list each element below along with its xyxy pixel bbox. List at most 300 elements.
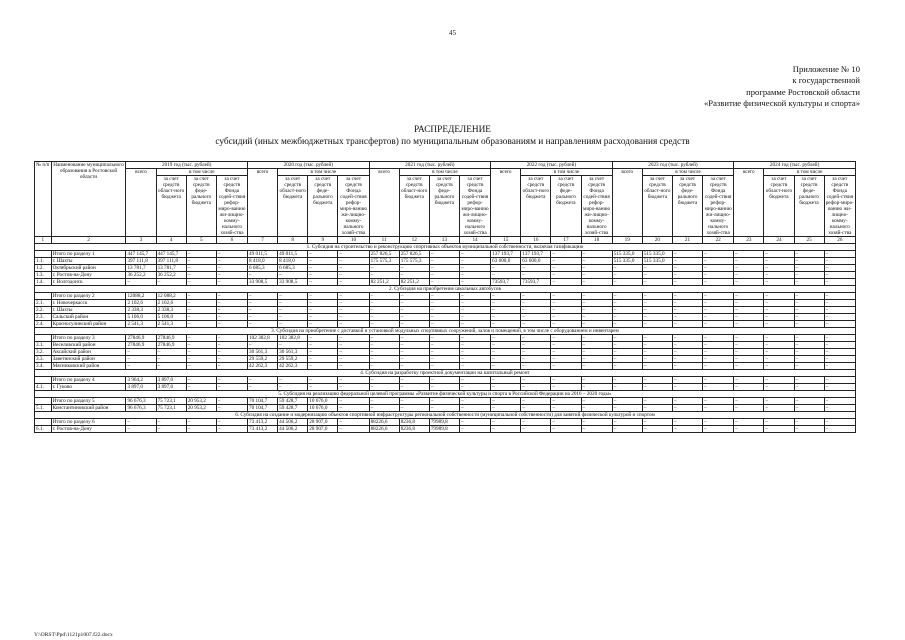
row-value: – — [338, 251, 369, 258]
row-value: 2 102,6 — [156, 300, 186, 307]
row-value: – — [551, 426, 581, 433]
col-number: 4 — [156, 237, 186, 244]
row-value: – — [278, 314, 308, 321]
row-value: – — [794, 377, 824, 384]
row-value: – — [551, 335, 581, 342]
row-value: – — [186, 251, 216, 258]
row-value: – — [672, 405, 702, 412]
row-value: – — [612, 265, 642, 272]
row-value: 28 907,0 — [308, 426, 338, 433]
row-value: – — [581, 265, 612, 272]
row-value: 8236,8 — [399, 426, 429, 433]
row-number: 2.4. — [35, 321, 52, 328]
row-value: – — [216, 265, 247, 272]
row-value: – — [521, 300, 551, 307]
col-header-obl: за счет средств област-ного бюджета — [156, 176, 186, 237]
row-value: – — [581, 314, 612, 321]
row-value: – — [369, 384, 399, 391]
row-value: – — [399, 349, 429, 356]
row-value: – — [399, 307, 429, 314]
col-number: 1 — [35, 237, 52, 244]
row-value: – — [734, 426, 764, 433]
row-value: – — [612, 279, 642, 286]
row-value: – — [248, 384, 278, 391]
page-number: 45 — [449, 29, 456, 37]
row-value: – — [734, 405, 764, 412]
row-value: – — [459, 335, 490, 342]
row-value: 515 335,0 — [642, 258, 672, 265]
row-value: – — [338, 293, 369, 300]
row-value: – — [521, 384, 551, 391]
row-value: – — [369, 335, 399, 342]
row-value: – — [581, 363, 612, 370]
subsidy-table — [34, 161, 856, 433]
row-value: – — [581, 419, 612, 426]
row-value: – — [642, 342, 672, 349]
row-value: – — [186, 321, 216, 328]
row-value: – — [764, 405, 794, 412]
row-value: – — [551, 349, 581, 356]
row-value: – — [521, 272, 551, 279]
row-value: – — [551, 398, 581, 405]
row-value: – — [459, 265, 490, 272]
col-header-obl: за счет средств област-ного бюджета — [521, 176, 551, 237]
row-value: – — [703, 349, 734, 356]
row-value: – — [338, 349, 369, 356]
row-value: – — [338, 377, 369, 384]
table-row — [35, 384, 856, 391]
row-value: – — [369, 314, 399, 321]
row-value: – — [642, 363, 672, 370]
row-value: – — [551, 363, 581, 370]
row-value: 3 897,0 — [156, 384, 186, 391]
row-value: – — [764, 279, 794, 286]
col-header-fund: за счет средств Фонда содей-ствия рефор-миро-ванию жи-лищно-комму-нального хозяй-ства — [216, 176, 247, 237]
row-name: г. Шахты — [51, 258, 126, 265]
col-header-fund: за счет средств Фонда содей-ствия рефор-миро-ванию жи-лищно-комму-нального хозяй-ства — [459, 176, 490, 237]
row-value: – — [216, 279, 247, 286]
row-value: – — [581, 279, 612, 286]
row-number: 2.2. — [35, 307, 52, 314]
row-value: – — [581, 258, 612, 265]
row-value: – — [491, 265, 521, 272]
row-value: – — [399, 398, 429, 405]
row-value: 515 335,0 — [612, 251, 642, 258]
row-value: – — [581, 405, 612, 412]
row-value: 397 111,8 — [126, 258, 156, 265]
row-value: 33 908,5 — [248, 279, 278, 286]
row-value: – — [521, 342, 551, 349]
row-value: – — [156, 426, 186, 433]
row-value: – — [248, 377, 278, 384]
row-value: – — [642, 279, 672, 286]
row-value: – — [642, 384, 672, 391]
row-value: 6 685,3 — [278, 265, 308, 272]
row-value: – — [794, 398, 824, 405]
row-value: 257 826,5 — [369, 251, 399, 258]
row-number — [35, 419, 52, 426]
row-value: – — [612, 335, 642, 342]
col-number: 12 — [399, 237, 429, 244]
year-header: 2022 год (тыс. рублей) — [491, 162, 613, 169]
row-value: 75 723,1 — [156, 398, 186, 405]
row-value: – — [794, 293, 824, 300]
row-value: – — [491, 321, 521, 328]
row-value: 12 088,2 — [156, 293, 186, 300]
row-value: – — [642, 405, 672, 412]
col-header-incl: в том числе — [399, 169, 490, 176]
row-value: – — [429, 272, 459, 279]
section-row — [35, 370, 856, 377]
row-value: – — [186, 314, 216, 321]
row-value: – — [399, 321, 429, 328]
row-value: 2 541,3 — [156, 321, 186, 328]
row-value: 42 262,3 — [278, 363, 308, 370]
row-value: – — [824, 398, 855, 405]
row-value: – — [248, 342, 278, 349]
row-value: – — [186, 384, 216, 391]
row-value: 28 907,0 — [308, 419, 338, 426]
row-value: – — [399, 272, 429, 279]
col-header-fund: за счет средств Фонда содей-ствия рефор-миро-ванию жи-лищно-комму-нального хозяй-ства — [338, 176, 369, 237]
row-value: 33 908,5 — [278, 279, 308, 286]
row-value: – — [429, 363, 459, 370]
row-value: 447 145,7 — [126, 251, 156, 258]
row-name: Аксайский район — [51, 349, 126, 356]
row-value: 59 428,7 — [278, 398, 308, 405]
section-title: 3. Субсидия на приобретение с доставкой и установкой модульных спортивных сооружений, залов и помещений, в том числе с оборудованием и инвентарем — [35, 328, 856, 335]
row-value: 10 676,0 — [308, 398, 338, 405]
row-value: – — [126, 279, 156, 286]
row-value: – — [369, 307, 399, 314]
row-value: – — [308, 377, 338, 384]
row-value: – — [703, 377, 734, 384]
row-name: Итого по разделу 6 — [51, 419, 126, 426]
row-value: – — [521, 321, 551, 328]
row-name: Итого по разделу 5 — [51, 398, 126, 405]
table-row — [35, 377, 856, 384]
row-value: 70 104,7 — [248, 398, 278, 405]
row-value: – — [824, 258, 855, 265]
row-value: – — [521, 419, 551, 426]
row-value: 29 559,2 — [278, 356, 308, 363]
row-value: 88226,6 — [369, 426, 399, 433]
row-value: – — [429, 356, 459, 363]
row-value: – — [459, 307, 490, 314]
row-value: – — [338, 405, 369, 412]
row-value: – — [186, 426, 216, 433]
row-value: – — [703, 251, 734, 258]
col-header-incl: в том числе — [764, 169, 856, 176]
col-number: 7 — [248, 237, 278, 244]
row-value: – — [824, 314, 855, 321]
row-value: – — [794, 384, 824, 391]
row-value: – — [521, 293, 551, 300]
row-value: – — [338, 258, 369, 265]
table-row — [35, 272, 856, 279]
row-value: – — [156, 356, 186, 363]
row-value: – — [308, 349, 338, 356]
row-value: 73593,7 — [521, 279, 551, 286]
row-value: 3 897,0 — [156, 377, 186, 384]
row-value: 88226,6 — [369, 419, 399, 426]
row-value: – — [308, 258, 338, 265]
row-value: – — [581, 349, 612, 356]
row-value: – — [338, 426, 369, 433]
row-value: – — [491, 426, 521, 433]
row-value: – — [126, 363, 156, 370]
row-value: 73 413,2 — [248, 419, 278, 426]
row-value: – — [612, 426, 642, 433]
row-value: 30 561,3 — [248, 349, 278, 356]
row-value: – — [308, 265, 338, 272]
year-header: 2020 год (тыс. рублей) — [248, 162, 370, 169]
row-value: – — [642, 321, 672, 328]
row-value: – — [764, 377, 794, 384]
row-value: – — [764, 314, 794, 321]
row-value: – — [459, 293, 490, 300]
row-value: – — [216, 363, 247, 370]
row-value: – — [186, 265, 216, 272]
row-value: – — [459, 321, 490, 328]
row-value: – — [126, 349, 156, 356]
row-value: – — [824, 384, 855, 391]
row-value: – — [399, 265, 429, 272]
row-value: – — [642, 335, 672, 342]
row-value: – — [672, 342, 702, 349]
col-number: 17 — [551, 237, 581, 244]
row-number: 3.1. — [35, 342, 52, 349]
section-row — [35, 412, 856, 419]
row-value: – — [491, 356, 521, 363]
col-header-no: № п/п — [35, 162, 52, 237]
table-row — [35, 314, 856, 321]
year-header: 2023 год (тыс. рублей) — [612, 162, 734, 169]
section-title: 4. Субсидия на разработку проектной документации на капитальный ремонт — [35, 370, 856, 377]
row-value: – — [703, 384, 734, 391]
row-value: – — [278, 342, 308, 349]
row-value: – — [672, 335, 702, 342]
row-value: – — [703, 307, 734, 314]
row-value: 175 575,3 — [399, 258, 429, 265]
col-header-total: всего — [126, 169, 156, 237]
row-value: – — [703, 342, 734, 349]
row-value: – — [672, 251, 702, 258]
row-value: – — [156, 419, 186, 426]
row-value: – — [491, 349, 521, 356]
row-value: – — [612, 363, 642, 370]
row-value: 447 145,7 — [156, 251, 186, 258]
row-value: – — [126, 356, 156, 363]
col-header-name: Наименование муниципального образования в Ростовской области — [51, 162, 126, 237]
row-value: – — [156, 349, 186, 356]
row-value: – — [551, 300, 581, 307]
row-value: – — [672, 307, 702, 314]
row-value: – — [186, 349, 216, 356]
row-value: – — [672, 258, 702, 265]
row-value: – — [308, 335, 338, 342]
row-value: – — [734, 293, 764, 300]
row-value: – — [216, 307, 247, 314]
row-value: – — [824, 293, 855, 300]
row-value: – — [399, 384, 429, 391]
row-value: – — [612, 384, 642, 391]
row-value: 5 106,0 — [156, 314, 186, 321]
col-number: 16 — [521, 237, 551, 244]
col-number: 5 — [186, 237, 216, 244]
row-value: – — [551, 419, 581, 426]
row-value: – — [459, 384, 490, 391]
col-header-fed: за счет средств феде-рального бюджета — [672, 176, 702, 237]
col-header-obl: за счет средств област-ного бюджета — [278, 176, 308, 237]
row-value: – — [581, 293, 612, 300]
row-value: – — [612, 349, 642, 356]
row-value: – — [764, 349, 794, 356]
table-row — [35, 342, 856, 349]
row-value: – — [703, 265, 734, 272]
row-value: – — [216, 335, 247, 342]
row-value: – — [794, 272, 824, 279]
row-value: – — [672, 321, 702, 328]
row-value: – — [491, 293, 521, 300]
col-header-fed: за счет средств феде-рального бюджета — [551, 176, 581, 237]
row-value: – — [642, 314, 672, 321]
row-value: – — [459, 258, 490, 265]
row-value: – — [216, 342, 247, 349]
row-value: – — [186, 258, 216, 265]
section-row — [35, 286, 856, 293]
row-value: – — [551, 405, 581, 412]
row-value: – — [338, 419, 369, 426]
row-value: 515 335,0 — [642, 251, 672, 258]
row-value: 27846,9 — [156, 342, 186, 349]
row-value: 20 953,2 — [186, 398, 216, 405]
row-value: – — [216, 293, 247, 300]
row-value: – — [186, 272, 216, 279]
row-value: – — [186, 279, 216, 286]
row-value: – — [338, 314, 369, 321]
col-header-fund: за счет средств Фонда содей-ствия рефор-миро-ванию жи-лищно-комму-нального хозяй-ства — [703, 176, 734, 237]
row-value: – — [612, 356, 642, 363]
row-value: – — [612, 272, 642, 279]
row-value: 27846,9 — [126, 335, 156, 342]
row-value: – — [551, 251, 581, 258]
row-value: – — [248, 314, 278, 321]
row-value: – — [734, 335, 764, 342]
row-value: – — [612, 405, 642, 412]
table-row — [35, 426, 856, 433]
row-name: Октябрьский район — [51, 265, 126, 272]
row-value: 2 541,3 — [126, 321, 156, 328]
row-value: – — [429, 335, 459, 342]
row-value: – — [459, 426, 490, 433]
row-value: 2 338,3 — [126, 307, 156, 314]
col-header-obl: за счет средств област-ного бюджета — [399, 176, 429, 237]
col-number: 14 — [459, 237, 490, 244]
row-value: – — [764, 251, 794, 258]
col-number: 3 — [126, 237, 156, 244]
row-value: 75 723,1 — [156, 405, 186, 412]
row-value: – — [764, 272, 794, 279]
year-header: 2024 год (тыс. рублей) — [734, 162, 856, 169]
row-value: – — [459, 314, 490, 321]
row-value: – — [369, 265, 399, 272]
row-value: – — [642, 356, 672, 363]
row-value: – — [399, 356, 429, 363]
row-value: 20 953,2 — [186, 405, 216, 412]
row-value: – — [521, 349, 551, 356]
row-value: – — [703, 335, 734, 342]
row-value: 44 506,2 — [278, 419, 308, 426]
row-name: г. Шахты — [51, 307, 126, 314]
row-value: – — [308, 300, 338, 307]
col-number: 15 — [491, 237, 521, 244]
row-value: – — [734, 265, 764, 272]
row-value: – — [308, 307, 338, 314]
table-row — [35, 321, 856, 328]
row-value: – — [734, 307, 764, 314]
row-value: – — [551, 258, 581, 265]
row-value: – — [308, 342, 338, 349]
col-number: 19 — [612, 237, 642, 244]
row-value: – — [216, 419, 247, 426]
table-row — [35, 265, 856, 272]
row-value: – — [248, 300, 278, 307]
row-value: – — [308, 314, 338, 321]
row-name: Итого по разделу 2 — [51, 293, 126, 300]
row-value: – — [672, 384, 702, 391]
row-value: – — [429, 314, 459, 321]
row-value: – — [429, 405, 459, 412]
row-value: – — [429, 321, 459, 328]
section-title: 5. Субсидия на реализацию федеральной целевой программы «Развитие физической культуры и спорта в Российской Федерации на 2016 – 2020 годы» — [35, 391, 856, 398]
row-value: – — [551, 377, 581, 384]
row-value: 82 251,2 — [369, 279, 399, 286]
row-number: 1.2. — [35, 265, 52, 272]
row-value: 8236,8 — [399, 419, 429, 426]
col-number: 24 — [764, 237, 794, 244]
row-value: – — [429, 398, 459, 405]
row-value: – — [703, 356, 734, 363]
appendix-line: программе Ростовской области — [746, 86, 860, 97]
row-value: – — [459, 251, 490, 258]
row-value: – — [551, 314, 581, 321]
row-value: – — [369, 349, 399, 356]
row-value: 257 826,5 — [399, 251, 429, 258]
row-value: – — [734, 279, 764, 286]
col-header-incl: в том числе — [642, 169, 733, 176]
file-path-footer: Y:\ORST\Ppd\1121p1007.f22.docx — [34, 632, 113, 638]
row-value: – — [703, 300, 734, 307]
row-value: – — [734, 356, 764, 363]
row-value: – — [459, 419, 490, 426]
row-value: – — [429, 265, 459, 272]
row-value: – — [521, 426, 551, 433]
row-value: – — [794, 349, 824, 356]
row-value: – — [308, 356, 338, 363]
row-value: – — [824, 265, 855, 272]
row-value: – — [399, 377, 429, 384]
col-number: 25 — [794, 237, 824, 244]
row-value: – — [642, 419, 672, 426]
row-value: – — [794, 419, 824, 426]
row-name: Мясниковский район — [51, 363, 126, 370]
row-name: Константиновский район — [51, 405, 126, 412]
row-value: – — [338, 279, 369, 286]
row-value: – — [703, 426, 734, 433]
row-value: – — [764, 419, 794, 426]
row-value: – — [734, 251, 764, 258]
